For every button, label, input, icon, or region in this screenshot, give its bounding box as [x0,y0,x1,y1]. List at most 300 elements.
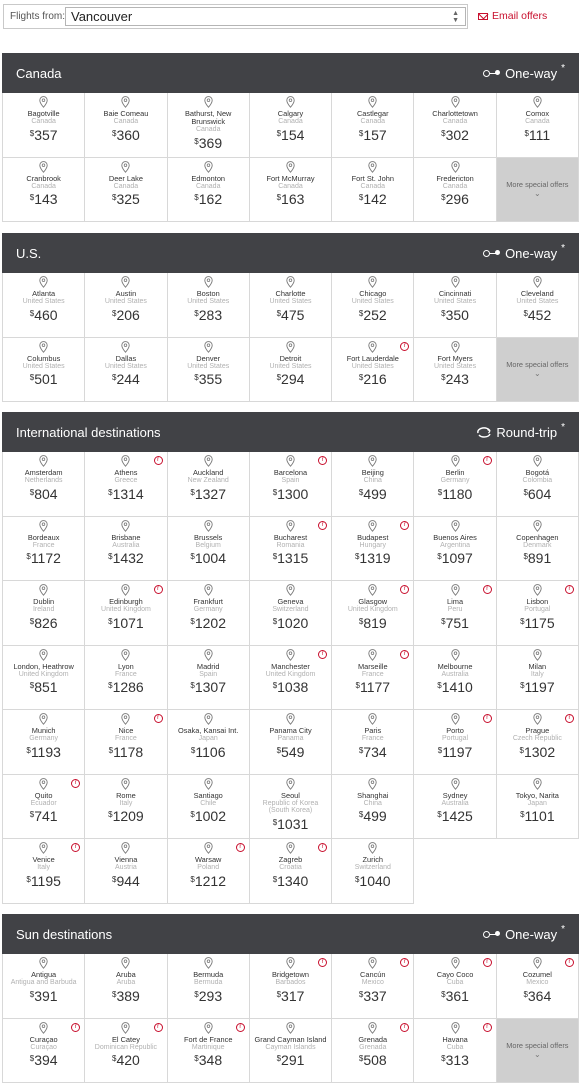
trip-type-toggle[interactable] [483,62,565,81]
destination-card[interactable] [332,954,414,1019]
destination-card[interactable] [332,273,414,338]
price-value: 369 [198,134,223,151]
currency-symbol: $ [272,874,278,884]
destination-card[interactable] [85,93,167,158]
destination-city: Atlanta [32,289,56,298]
currency-symbol: $ [523,552,528,561]
price-value: 294 [281,371,305,387]
destination-city: Grand Cayman Island [254,1034,327,1044]
destination-price [332,808,413,824]
more-special-offers-button[interactable] [497,158,579,223]
destination-price [85,1052,166,1068]
currency-symbol: $ [358,810,364,819]
destination-card[interactable] [168,581,250,646]
destination-city: Columbus [27,353,61,363]
destination-price [168,135,249,151]
destination-card[interactable] [85,338,167,403]
destination-country: Germany [193,606,223,613]
destination-card[interactable] [332,158,414,223]
trip-type-label: One-way [505,926,558,942]
map-pin-icon [204,713,213,725]
price-value: 460 [34,306,58,323]
destination-card[interactable] [3,839,85,904]
destination-card[interactable] [3,710,85,775]
destination-city: Bordeaux [27,532,60,542]
destination-card[interactable] [332,517,414,582]
destination-card[interactable] [250,775,332,840]
rouge-badge-icon: r [483,958,492,967]
price-value: 604 [527,485,552,502]
map-pin-icon [286,520,295,532]
currency-symbol: $ [523,487,528,497]
destination-price [332,988,413,1004]
destination-city: Cleveland [520,289,554,298]
section-header [2,53,579,93]
price-value: 499 [363,485,387,502]
destination-card[interactable] [250,646,332,711]
destination-card[interactable] [3,158,85,223]
destination-city: Bathurst, New Brunswick [184,109,232,126]
destination-card[interactable] [168,1019,250,1084]
rouge-badge-icon: r [318,958,327,967]
currency-symbol: $ [358,308,364,318]
destination-card[interactable] [332,581,414,646]
currency-symbol: $ [112,128,117,138]
destination-card[interactable] [414,517,496,582]
destination-city: Paris [364,726,382,735]
currency-symbol: $ [190,810,195,819]
price-value: 420 [116,1052,140,1068]
destination-city: Cincinnati [438,289,472,298]
destination-country: Switzerland [272,606,309,613]
map-pin-icon [451,584,460,596]
currency-symbol: $ [108,810,113,819]
rouge-badge-icon: r [483,585,492,594]
destination-price [497,615,578,631]
map-pin-icon [204,1022,213,1034]
destination-card[interactable] [168,710,250,775]
destination-country: United Kingdom [101,606,151,613]
destination-country: Canada [360,182,386,190]
destination-card[interactable] [414,1019,496,1084]
map-pin-icon [39,520,48,532]
destination-country: United States [269,298,312,305]
currency-symbol: $ [112,193,117,202]
price-value: 741 [34,808,58,824]
map-pin-icon [286,96,295,108]
destination-city: Zurich [362,855,384,864]
price-value: 1425 [441,808,473,824]
destination-card[interactable] [250,93,332,158]
destination-country: Chile [200,799,217,807]
destination-card[interactable] [414,710,496,775]
destination-card[interactable] [168,452,250,517]
destination-card[interactable] [414,581,496,646]
destination-price [414,550,495,566]
destination-card[interactable] [497,93,579,158]
section-international [2,412,579,904]
destination-city: Austin [115,289,137,298]
price-value: 501 [34,371,58,387]
destination-price [332,744,413,760]
price-value: 1178 [113,743,144,760]
destination-card[interactable] [497,775,579,840]
currency-symbol: $ [112,308,117,318]
price-value: 391 [34,987,58,1004]
currency-symbol: $ [194,373,199,382]
round-trip-icon [476,426,492,438]
destination-price [3,371,84,387]
destination-card[interactable] [414,273,496,338]
destination-price [414,486,495,502]
destination-card[interactable] [3,1019,85,1084]
destination-card[interactable] [250,1019,332,1084]
destination-country: Italy [37,864,51,871]
destination-price [497,127,578,143]
rouge-badge-icon: r [236,1023,245,1032]
currency-symbol: $ [29,1054,35,1063]
destination-city: Venice [32,855,55,864]
map-pin-icon [39,649,48,661]
destination-city: Bridgetown [272,970,309,979]
price-value: 1212 [194,872,226,889]
destination-card[interactable] [250,954,332,1019]
map-pin-icon [204,276,213,288]
destination-price [414,127,495,143]
map-pin-icon [121,520,130,532]
map-pin-icon [204,584,213,596]
destination-card[interactable] [332,710,414,775]
map-pin-icon [368,455,377,467]
rouge-badge-icon: r [318,843,327,852]
destination-card[interactable] [332,338,414,403]
currency-symbol: $ [441,128,446,138]
map-pin-icon [533,649,542,661]
price-value: 389 [116,987,140,1004]
destination-card[interactable] [85,273,167,338]
destination-price [168,808,249,824]
destination-card[interactable] [250,273,332,338]
destination-price [332,550,413,566]
destination-price [332,615,413,631]
destination-card[interactable] [3,954,85,1019]
destination-country: United States [187,298,230,305]
destination-card[interactable] [414,452,496,517]
currency-symbol: $ [276,373,282,382]
map-pin-icon [286,957,295,969]
destination-card[interactable] [414,93,496,158]
more-offers-label: More special offers [506,180,569,190]
map-pin-icon [39,1022,48,1034]
destination-country: United States [187,362,230,370]
destination-city: Glasgow [358,597,388,606]
asterisk: * [561,62,565,74]
destination-card[interactable] [332,93,414,158]
trip-type-toggle[interactable] [483,923,565,942]
destination-price [85,127,166,143]
map-pin-icon [39,713,48,725]
destination-country: Republic of Korea (South Korea) [262,799,319,814]
destination-price [250,371,331,387]
destination-country: Cuba [446,979,464,986]
destination-price [3,550,84,566]
destination-price [3,191,84,207]
destination-city: Warsaw [194,855,222,864]
currency-symbol: $ [190,487,195,497]
destination-card[interactable] [168,646,250,711]
currency-symbol: $ [190,616,195,626]
destination-card[interactable] [332,646,414,711]
destination-card[interactable] [497,452,579,517]
destination-country: Cuba [446,1043,464,1051]
map-pin-icon [121,713,130,725]
destination-city: Denver [196,353,221,363]
map-pin-icon [368,276,377,288]
destination-country: United States [351,362,394,370]
destination-city: Antigua [31,970,57,979]
destination-card[interactable] [414,338,496,403]
destination-card[interactable] [414,775,496,840]
destination-card[interactable] [85,1019,167,1084]
destination-card[interactable] [85,646,167,711]
destination-card[interactable] [85,710,167,775]
currency-symbol: $ [29,193,35,202]
currency-symbol: $ [354,552,360,561]
destination-card[interactable] [168,158,250,223]
destination-country: Croatia [279,864,302,871]
map-pin-icon [533,778,542,790]
destination-price [3,808,84,824]
destination-country: Switzerland [354,864,391,871]
destination-card[interactable] [168,775,250,840]
trip-type-toggle[interactable] [476,421,565,440]
trip-type-toggle[interactable] [483,242,565,261]
currency-symbol: $ [108,616,113,626]
destination-card[interactable] [85,954,167,1019]
destination-card[interactable] [85,517,167,582]
destination-country: Portugal [524,606,551,613]
more-special-offers-button[interactable] [497,338,579,403]
destination-price [250,873,331,889]
rouge-badge-icon: r [154,585,163,594]
destination-price [332,1052,413,1068]
map-pin-icon [451,341,460,353]
destination-card[interactable] [85,158,167,223]
destination-card[interactable] [168,839,250,904]
destination-price [250,307,331,323]
destination-card[interactable] [332,1019,414,1084]
destination-city: Lisbon [526,597,549,606]
destination-city: Dallas [115,353,137,363]
destination-price [250,1052,331,1068]
destination-card[interactable] [250,517,332,582]
currency-symbol: $ [194,989,199,999]
destination-price [3,873,84,889]
section-header [2,412,579,452]
currency-symbol: $ [441,616,446,626]
destination-card[interactable] [414,158,496,223]
more-special-offers-button[interactable] [497,1019,579,1084]
rouge-badge-icon: r [565,714,574,723]
currency-symbol: $ [190,745,196,755]
destination-price [332,679,413,695]
destination-price [168,550,249,566]
currency-symbol: $ [354,874,360,884]
destination-grid [2,93,579,222]
destination-card[interactable] [85,452,167,517]
currency-symbol: $ [441,193,446,202]
map-pin-icon [533,455,542,467]
destination-country: United States [434,362,477,370]
currency-symbol: $ [194,136,199,146]
empty-cell [414,839,496,904]
destination-city: Fort McMurray [266,173,315,183]
destination-city: Cranbrook [26,173,61,183]
destination-card[interactable] [3,93,85,158]
map-pin-icon [533,276,542,288]
destination-city: Marseille [357,661,388,671]
destination-country: Argentina [440,541,471,549]
destination-country: Australia [441,670,469,678]
destination-card[interactable] [497,710,579,775]
destination-card[interactable] [250,158,332,223]
destination-card[interactable] [168,93,250,158]
rouge-badge-icon: r [71,843,80,852]
destination-country: Australia [441,799,469,807]
origin-select[interactable] [65,7,466,26]
price-value: 1319 [359,550,391,566]
destination-card[interactable] [250,338,332,403]
destination-price [250,486,331,502]
destination-card[interactable] [414,954,496,1019]
destination-city: Detroit [279,353,302,363]
email-offers-link[interactable] [478,10,547,22]
map-pin-icon [204,96,213,108]
map-pin-icon [39,957,48,969]
destination-card[interactable] [168,517,250,582]
price-value: 157 [363,126,387,143]
destination-price [168,1052,249,1068]
destination-card[interactable] [414,646,496,711]
destination-city: Charlotte [275,289,306,298]
destination-card[interactable] [497,517,579,582]
destination-country: United States [104,362,147,370]
destination-city: Munich [31,726,56,735]
currency-symbol: $ [276,193,282,202]
destination-card[interactable] [3,452,85,517]
map-pin-icon [39,455,48,467]
destination-card[interactable] [497,581,579,646]
price-value: 1101 [524,808,555,824]
destination-card[interactable] [332,775,414,840]
currency-symbol: $ [437,810,442,819]
currency-symbol: $ [108,487,113,497]
currency-symbol: $ [194,193,199,202]
destination-city: Beijing [361,468,384,477]
destination-card[interactable] [85,581,167,646]
map-pin-icon [368,842,377,854]
map-pin-icon [204,520,213,532]
map-pin-icon [451,1022,460,1034]
price-value: 350 [445,306,469,323]
map-pin-icon [368,778,377,790]
price-value: 1315 [277,550,309,566]
price-value: 1031 [277,815,309,832]
destination-card[interactable] [85,839,167,904]
destination-country: Curaçao [30,1043,57,1051]
destination-card[interactable] [497,954,579,1019]
map-pin-icon [451,713,460,725]
asterisk: * [561,923,565,935]
currency-symbol: $ [29,308,35,318]
price-value: 1004 [194,550,226,566]
destination-card[interactable] [497,646,579,711]
currency-symbol: $ [26,745,31,755]
destination-card[interactable] [3,273,85,338]
destination-card[interactable] [3,338,85,403]
destination-city: Dublin [33,597,55,606]
destination-card[interactable] [250,710,332,775]
destination-card[interactable] [250,839,332,904]
section-canada [2,53,579,222]
destination-card[interactable] [168,954,250,1019]
destination-city: Boston [196,289,220,298]
destination-card[interactable] [3,775,85,840]
destination-city: Auckland [193,468,224,477]
price-value: 1197 [524,679,555,695]
currency-symbol: $ [272,616,278,626]
destination-card[interactable] [168,273,250,338]
destination-card[interactable] [3,646,85,711]
destination-city: Grenada [358,1034,388,1044]
destination-city: Porto [446,726,464,735]
destination-card[interactable] [85,775,167,840]
destination-grid [2,954,579,1083]
destination-card[interactable] [250,452,332,517]
price-value: 296 [445,191,469,207]
price-value: 1193 [30,743,61,760]
currency-symbol: $ [524,128,529,138]
destination-card[interactable] [250,581,332,646]
more-offers-label: More special offers [506,360,569,370]
destination-price [332,307,413,323]
price-value: 143 [34,191,58,207]
destination-card[interactable] [3,517,85,582]
price-value: 162 [198,191,223,207]
rouge-badge-icon: r [400,521,409,530]
destination-card[interactable] [3,581,85,646]
price-value: 244 [116,371,140,387]
envelope-icon [478,13,488,20]
destination-city: Brisbane [111,532,141,542]
price-value: 283 [198,306,223,323]
destination-city: Bermuda [193,970,224,979]
rouge-badge-icon: r [400,1023,409,1032]
currency-symbol: $ [358,989,364,999]
rouge-badge-icon: r [483,1023,492,1032]
destination-country: Antigua and Barbuda [10,979,77,986]
destination-card[interactable] [497,273,579,338]
destination-card[interactable] [332,839,414,904]
section-title: U.S. [16,245,42,261]
destination-country: France [361,735,384,742]
currency-symbol: $ [358,745,364,755]
destination-country: United States [516,298,559,305]
destination-card[interactable] [332,452,414,517]
destination-grid [2,273,579,402]
destination-card[interactable] [168,338,250,403]
destination-price [332,191,413,207]
